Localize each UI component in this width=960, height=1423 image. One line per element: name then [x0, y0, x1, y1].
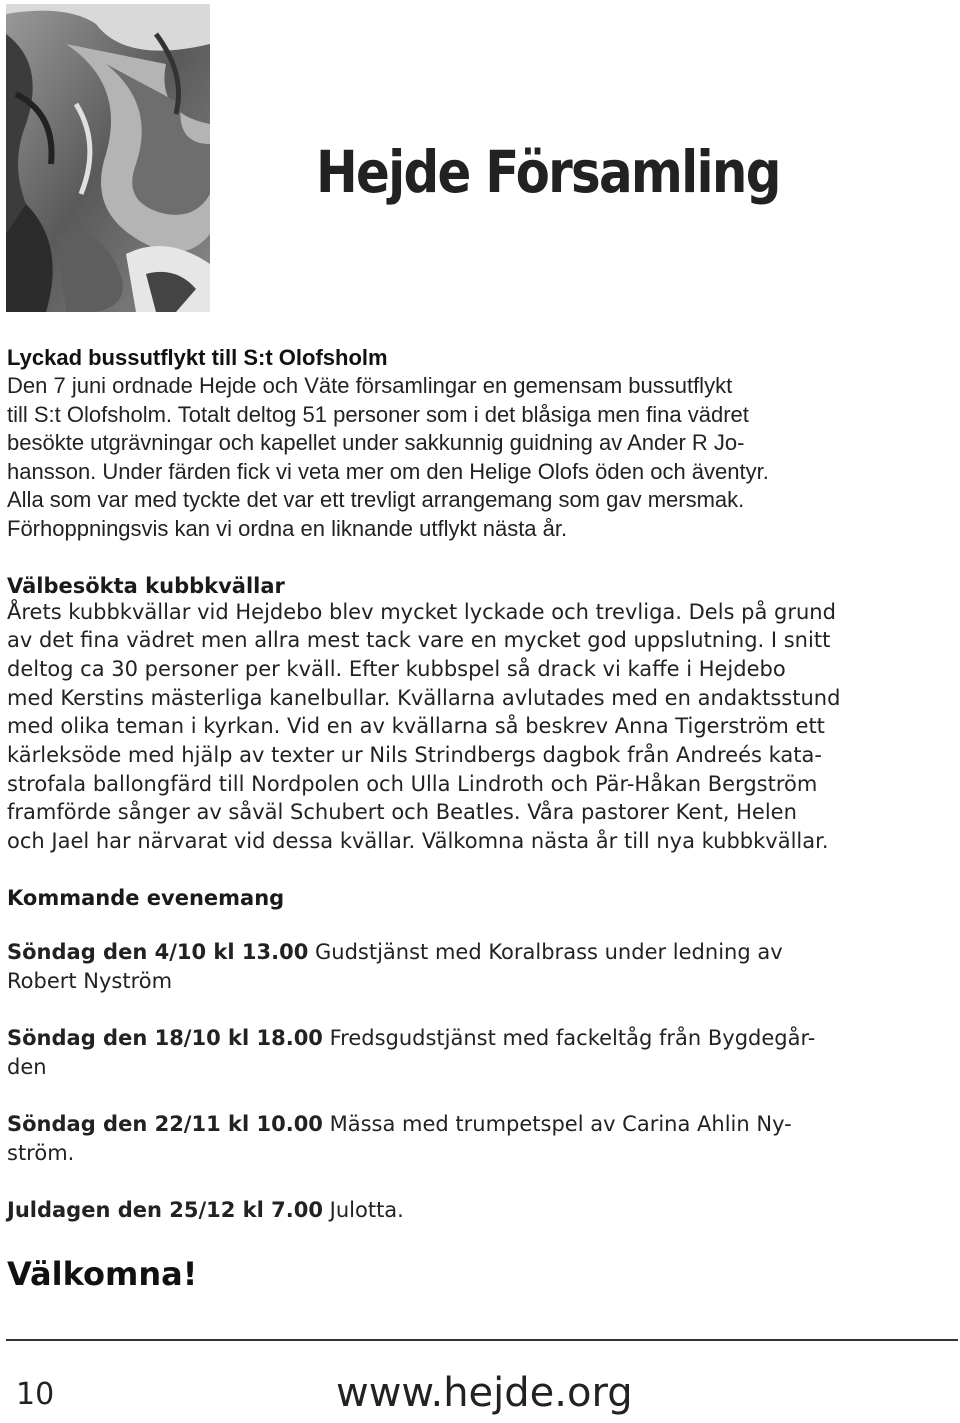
article-bus-trip [7, 344, 953, 544]
article-line: av det fina vädret men allra mest tack vare en mycket god uppslutning. I snitt [7, 628, 831, 653]
event-date: Söndag den 4/10 kl 13.00 [7, 939, 309, 964]
article-line: Årets kubbkvällar vid Hejdebo blev mycket lyckade och trevliga. Dels på grund [7, 599, 836, 624]
event-text-cont: Robert Nyström [7, 968, 173, 993]
article-line: besökte utgrävningar och kapellet under sakkunnig guidning av Ander R Jo- [7, 430, 745, 456]
event-item [7, 1024, 953, 1082]
footer-divider [6, 1339, 958, 1341]
article-kubb-evenings [7, 574, 953, 856]
event-item [7, 938, 953, 996]
event-text-cont: ström. [7, 1140, 75, 1165]
event-item [7, 1110, 953, 1168]
article-line: framförde sånger av såväl Schubert och Beatles. Våra pastorer Kent, Helen [7, 800, 797, 825]
article-line: kärleksöde med hjälp av texter ur Nils Strindbergs dagbok från Andreés kata- [7, 743, 822, 768]
article-line: strofala ballongfärd till Nordpolen och Ulla Lindroth och Pär-Håkan Bergström [7, 771, 818, 796]
article-line: och Jael har närvarat vid dessa kvällar. Välkomna nästa år till nya kubbkvällar. [7, 829, 829, 854]
upcoming-events [7, 886, 953, 1293]
article-heading: Välbesökta kubbkvällar [7, 573, 285, 598]
event-text: Fredsgudstjänst med fackeltåg från Bygdegår- [322, 1025, 816, 1050]
article-line: med Kerstins mästerliga kanelbullar. Kvällarna avlutades med en andaktsstund [7, 685, 841, 710]
event-item [7, 1196, 953, 1225]
events-heading: Kommande evenemang [7, 885, 285, 910]
page-content [7, 344, 953, 1293]
page-number: 10 [16, 1377, 55, 1412]
event-date: Söndag den 22/11 kl 10.00 [7, 1111, 323, 1136]
event-date: Juldagen den 25/12 kl 7.00 [7, 1197, 323, 1222]
church-detail-photo [6, 4, 210, 312]
article-line: hansson. Under färden fick vi veta mer om den Helige Olofs öden och äventyr. [7, 458, 769, 484]
event-text: Mässa med trumpetspel av Carina Ahlin Ny- [322, 1111, 792, 1136]
page-title: Hejde Församling [316, 138, 780, 206]
event-date: Söndag den 18/10 kl 18.00 [7, 1025, 323, 1050]
article-line: deltog ca 30 personer per kväll. Efter kubbspel så drack vi kaffe i Hejdebo [7, 656, 786, 681]
grayscale-photo-image [6, 4, 210, 312]
event-text: Julotta. [322, 1197, 404, 1222]
article-line: Alla som var med tyckte det var ett trevligt arrangemang som gav mersmak. [7, 487, 745, 513]
event-text-cont: den [7, 1054, 47, 1079]
article-line: Förhoppningsvis kan vi ordna en liknande utflykt nästa år. [7, 515, 568, 541]
article-line: Den 7 juni ordnade Hejde och Väte församlingar en gemensam bussutflykt [7, 373, 733, 398]
article-line: med olika teman i kyrkan. Vid en av kvällarna så beskrev Anna Tigerström ett [7, 714, 825, 739]
website-link[interactable]: www.hejde.org [336, 1370, 633, 1416]
event-text: Gudstjänst med Koralbrass under ledning av [308, 939, 783, 964]
article-line: till S:t Olofsholm. Totalt deltog 51 personer som i det blåsiga men fina vädret [7, 401, 749, 427]
article-heading: Lyckad bussutflykt till S:t Olofsholm [7, 345, 388, 370]
closing-greeting: Välkomna! [7, 1254, 198, 1293]
